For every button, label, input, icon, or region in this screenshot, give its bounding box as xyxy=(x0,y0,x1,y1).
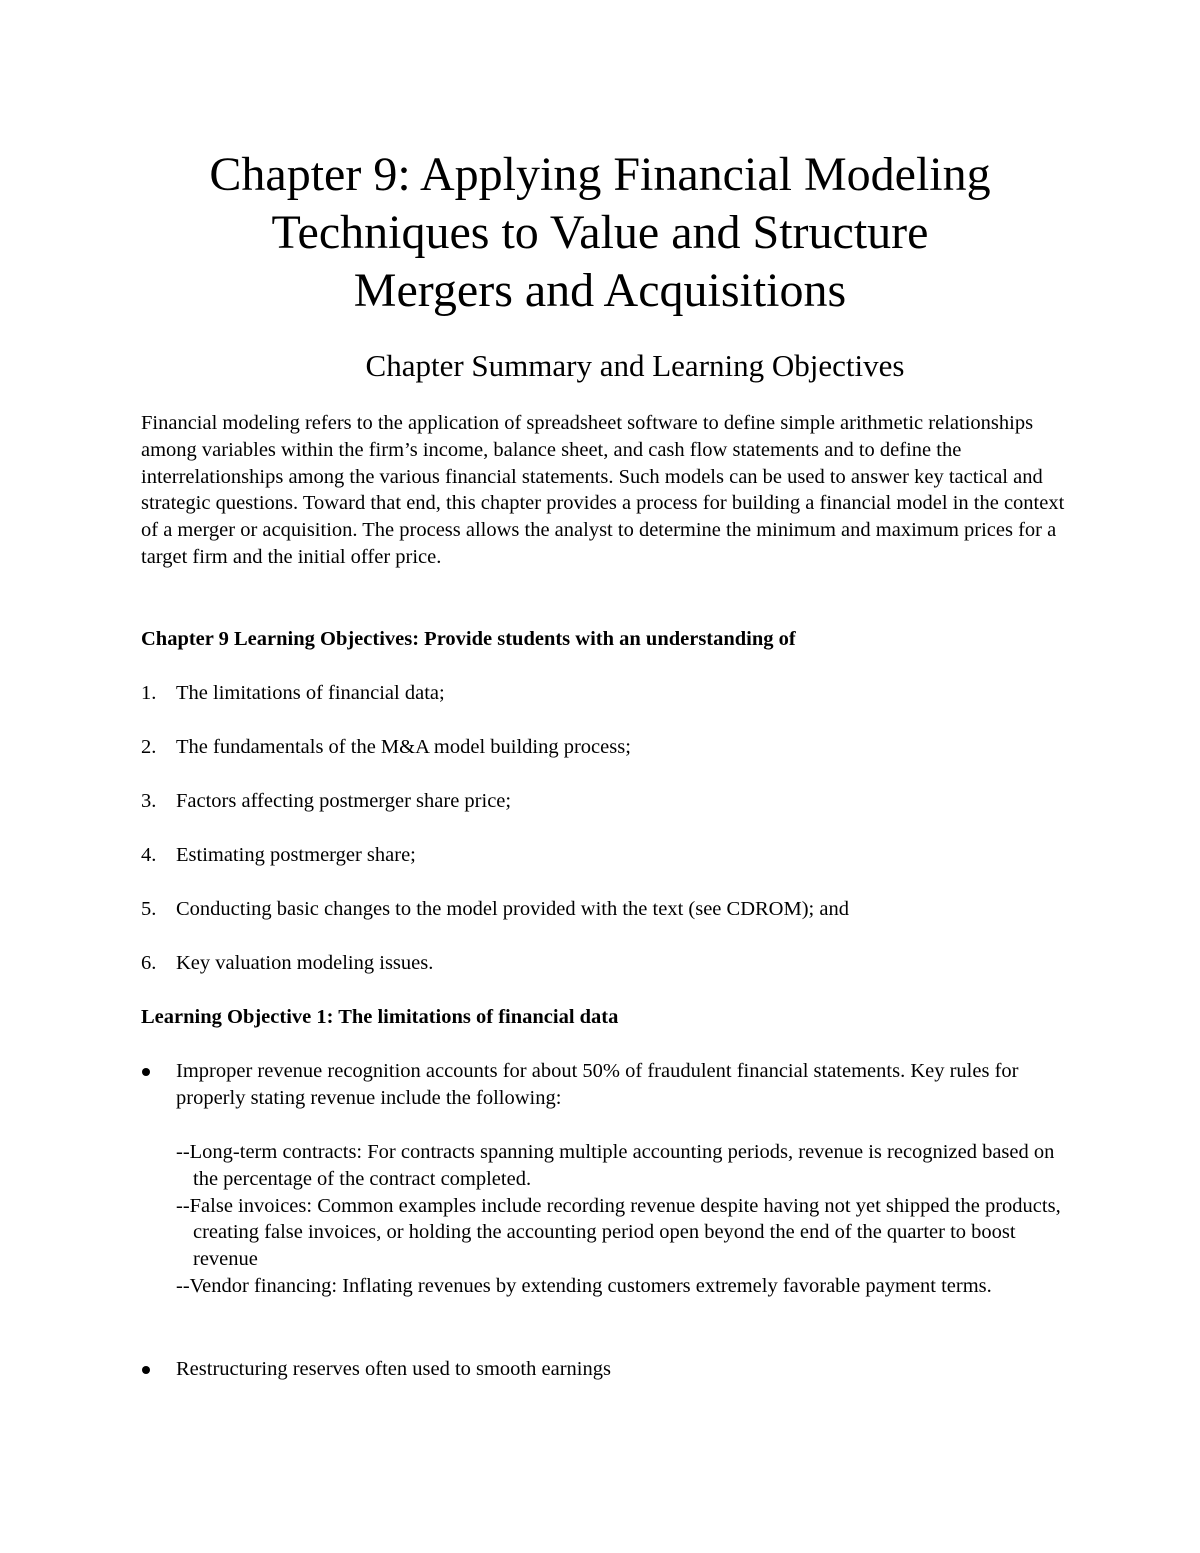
objective-item xyxy=(141,788,1066,815)
chapter-title: Chapter 9: Applying Financial Modeling Techniques to Value and Structure Mergers and Acquisitions xyxy=(209,148,991,317)
intro-paragraph: Financial modeling refers to the application of spreadsheet software to define simple arithmetic relationships among variables within the firm’s income, balance sheet, and cash flow statements and to define the interrelationships among the various financial statements. Such models can be used to answer key tactical and strategic questions. Toward that end, this chapter provides a process for building a financial model in the context of a merger or acquisition. The process allows the analyst to determine the minimum and maximum prices for a target firm and the initial offer price. xyxy=(141,412,1065,568)
sub-list xyxy=(176,1139,1066,1300)
bullet-text: Improper revenue recognition accounts for about 50% of fraudulent financial statements. Key rules for properly stating revenue include the following: xyxy=(176,1060,1019,1109)
objective-number: 5. xyxy=(141,898,157,920)
objective-item xyxy=(141,950,1066,977)
objective-text: Conducting basic changes to the model provided with the text (see CDROM); and xyxy=(176,898,849,920)
learning-objective-1-heading: Learning Objective 1: The limitations of financial data xyxy=(141,1006,619,1028)
objective-number: 2. xyxy=(141,736,157,758)
sub-item: --False invoices: Common examples include recording revenue despite having not yet shipped the products, creating false invoices, or holding the accounting period open beyond the end of the quarter to boost revenue xyxy=(176,1194,1061,1271)
objectives-heading: Chapter 9 Learning Objectives: Provide students with an understanding of xyxy=(141,628,796,650)
bullet-icon xyxy=(142,1366,150,1374)
objective-item xyxy=(141,896,1066,923)
objective-text: The limitations of financial data; xyxy=(176,682,445,704)
chapter-subtitle: Chapter Summary and Learning Objectives xyxy=(365,348,905,383)
bullet-icon xyxy=(142,1068,150,1076)
sub-item: --Vendor financing: Inflating revenues by extending customers extremely favorable payment terms. xyxy=(176,1274,992,1297)
objective-item xyxy=(141,734,1066,761)
objective-number: 3. xyxy=(141,790,157,812)
objective-text: The fundamentals of the M&A model building process; xyxy=(176,736,631,758)
objective-item xyxy=(141,842,1066,869)
bullet-item xyxy=(141,1356,1066,1383)
objective-number: 1. xyxy=(141,682,157,704)
objective-text: Key valuation modeling issues. xyxy=(176,952,434,974)
objective-item xyxy=(141,680,1066,707)
bullet-item xyxy=(141,1058,1066,1112)
bullet-text: Restructuring reserves often used to smooth earnings xyxy=(176,1358,611,1380)
objective-text: Estimating postmerger share; xyxy=(176,844,416,866)
objective-number: 4. xyxy=(141,844,157,866)
objective-text: Factors affecting postmerger share price; xyxy=(176,790,512,812)
objective-number: 6. xyxy=(141,952,157,974)
sub-item: --Long-term contracts: For contracts spanning multiple accounting periods, revenue is recognized based on the percentage of the contract completed. xyxy=(176,1141,1055,1190)
